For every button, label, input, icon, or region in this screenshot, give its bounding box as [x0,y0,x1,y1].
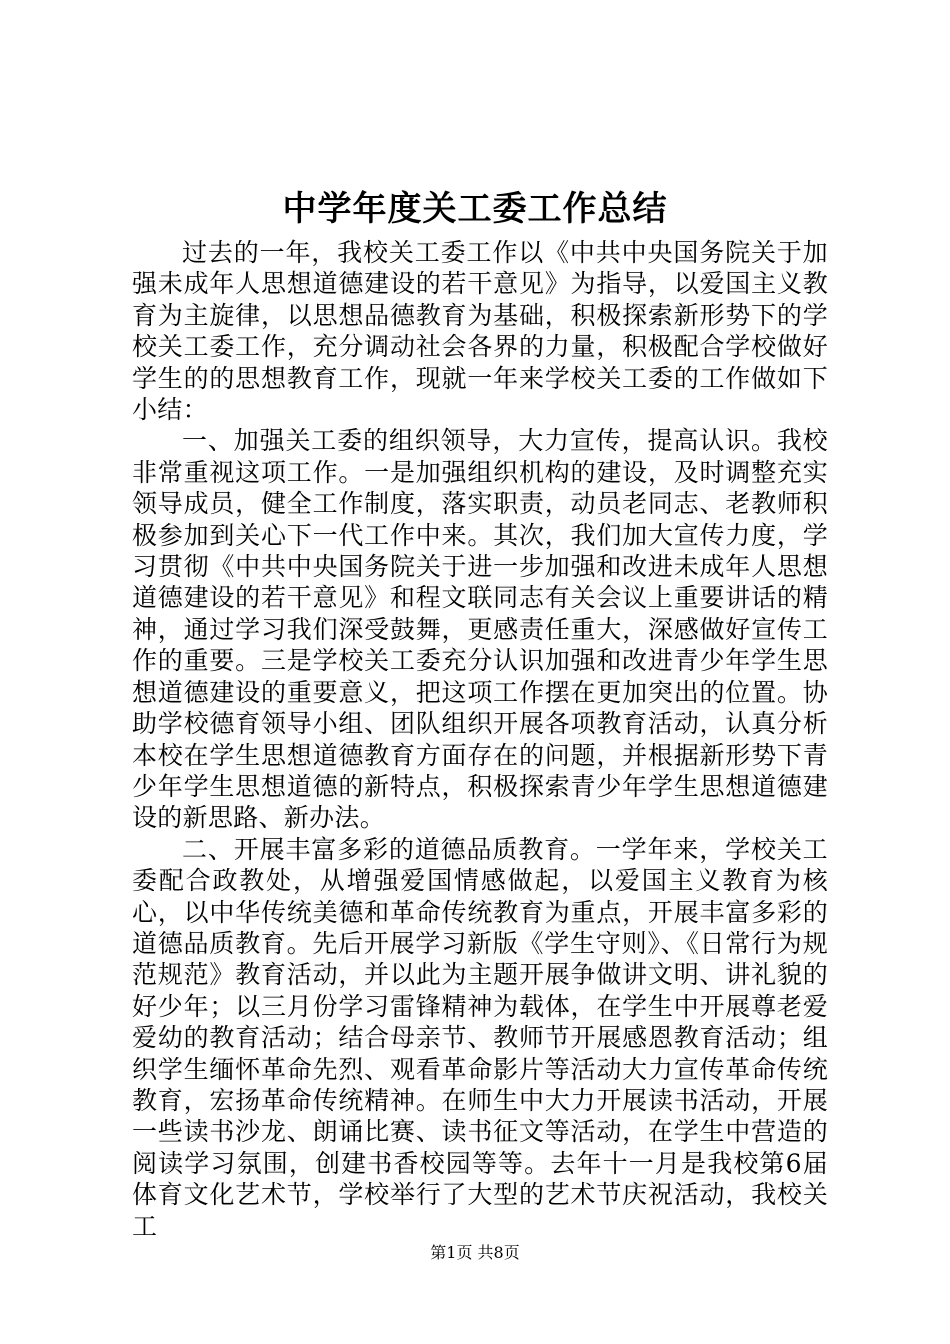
document-title: 中学年度关工委工作总结 [282,189,668,229]
paragraph-section-2: 二、开展丰富多彩的道德品质教育。一学年来，学校关工委配合政教处，从增强爱国情感做起，以爱国主义教育为核心，以中华传统美德和革命传统教育为重点，开展丰富多彩的道德品质教育。先后开展学习新版《学生守则》、《日常行为规范规范》教育活动，并以此为主题开展争做讲文明、讲礼貌的好少年；以三月份学习雷锋精神为载体，在学生中开展尊老爱爱幼的教育活动；结合母亲节、教师节开展感恩教育活动；组织学生缅怀革命先烈、观看革命影片等活动大力宣传革命传统教育，宏扬革命传统精神。在师生中大力开展读书活动，开展一些读书沙龙、朗诵比赛、读书征文等活动，在学生中营造的阅读学习氛围，创建书香校园等等。去年十一月是我校第6届体育文化艺术节，学校举行了大型的艺术节庆祝活动，我校关工 [132,834,828,1241]
page-footer: 第1页 共8页 [430,1243,520,1262]
paragraph-section-1: 一、加强关工委的组织领导，大力宣传，提高认识。我校非常重视这项工作。一是加强组织机构的建设，及时调整充实领导成员，健全工作制度，落实职责，动员老同志、老教师积极参加到关心下一代工作中来。其次，我们加大宣传力度，学习贯彻《中共中央国务院关于进一步加强和改进未成年人思想道德建设的若干意见》和程文联同志有关会议上重要讲话的精神，通过学习我们深受鼓舞，更感责任重大，深感做好宣传工作的重要。三是学校关工委充分认识加强和改进青少年学生思想道德建设的重要意义，把这项工作摆在更加突出的位置。协助学校德育领导小组、团队组织开展各项教育活动，认真分析本校在学生思想道德教育方面存在的问题，并根据新形势下青少年学生思想道德的新特点，积极探索青少年学生思想道德建设的新思路、新办法。 [132,426,828,833]
paragraph-intro: 过去的一年，我校关工委工作以《中共中央国务院关于加强未成年人思想道德建设的若干意见》为指导，以爱国主义教育为主旋律，以思想品德教育为基础，积极探索新形势下的学校关工委工作，充分调动社会各界的力量，积极配合学校做好学生的的思想教育工作，现就一年来学校关工委的工作做如下小结： [132,238,828,425]
document-body [132,237,828,1242]
